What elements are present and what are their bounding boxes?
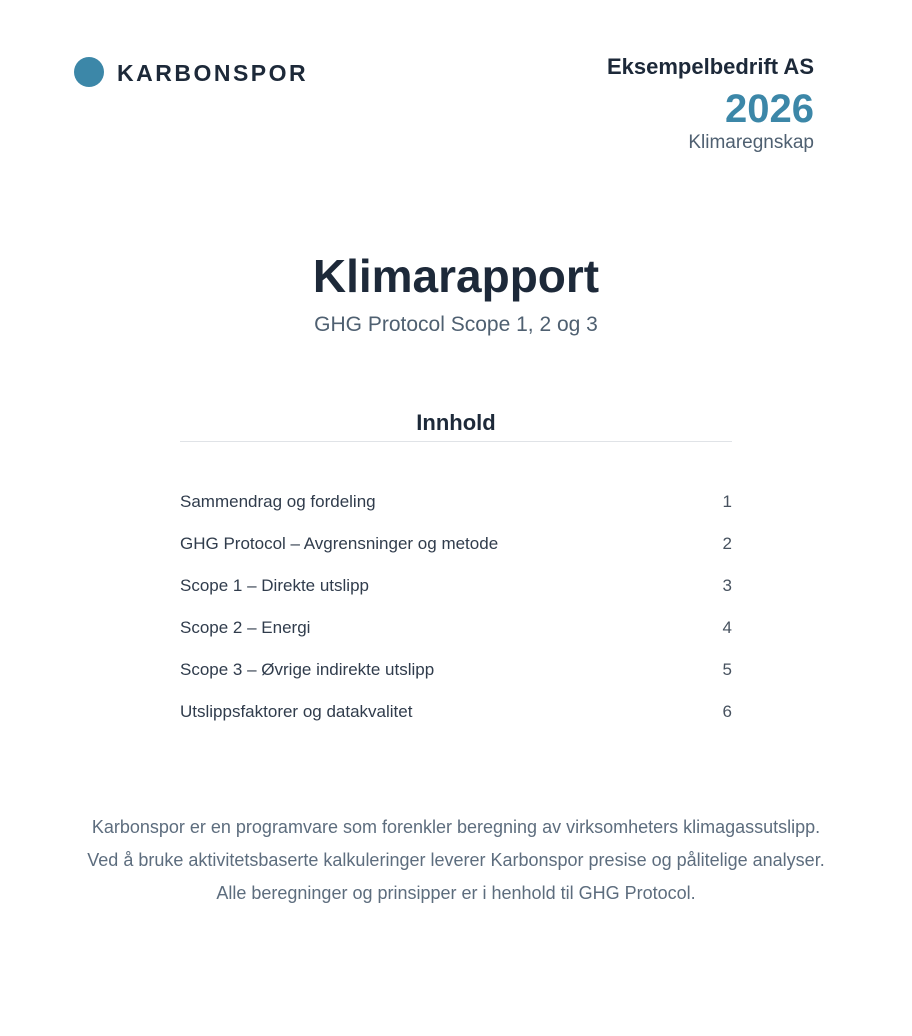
toc-entry[interactable] xyxy=(180,649,732,691)
brand-name: KARBONSPOR xyxy=(117,59,309,86)
toc-entry-page-number: 1 xyxy=(722,492,732,511)
about-note-line: Alle beregninger og prinsipper er i henhold til GHG Protocol. xyxy=(216,883,696,903)
toc-entry-page-number: 2 xyxy=(722,534,732,553)
about-note xyxy=(0,811,912,910)
toc-entry-page-number: 5 xyxy=(722,660,732,679)
about-note-line: Ved å bruke aktivitetsbaserte kalkuleringer leverer Karbonspor presise og pålitelige analyser. xyxy=(87,850,825,870)
toc-entry-label: Scope 1 – Direkte utslipp xyxy=(180,576,369,595)
toc-entry-page-number: 3 xyxy=(722,576,732,595)
toc-entry[interactable] xyxy=(180,607,732,649)
logo-circle-icon xyxy=(74,57,104,87)
toc-entry-page-number: 4 xyxy=(722,618,732,637)
toc-list xyxy=(180,481,732,733)
toc-entry-label: Scope 3 – Øvrige indirekte utslipp xyxy=(180,660,435,679)
toc-entry-label: Scope 2 – Energi xyxy=(180,618,311,637)
report-type-label: Klimaregnskap xyxy=(688,132,814,154)
page-title: Klimarapport xyxy=(312,250,600,302)
brand-logo xyxy=(74,57,308,87)
toc-heading: Innhold xyxy=(416,410,496,435)
toc-entry[interactable] xyxy=(180,523,732,565)
toc-entry[interactable] xyxy=(180,691,732,733)
toc-divider xyxy=(180,441,732,442)
toc-entry[interactable] xyxy=(180,565,732,607)
toc-entry-page-number: 6 xyxy=(722,702,732,721)
about-note-line: Karbonspor er en programvare som forenkler beregning av virksomheters klimagassutslipp. xyxy=(91,817,821,837)
report-meta xyxy=(607,54,814,154)
toc-entry[interactable] xyxy=(180,481,732,523)
table-of-contents xyxy=(180,410,732,733)
report-year: 2026 xyxy=(725,87,814,132)
page-subtitle: GHG Protocol Scope 1, 2 og 3 xyxy=(314,313,598,336)
toc-entry-label: Sammendrag og fordeling xyxy=(180,492,376,511)
toc-entry-label: Utslippsfaktorer og datakvalitet xyxy=(180,702,413,721)
toc-entry-label: GHG Protocol – Avgrensninger og metode xyxy=(180,534,499,553)
company-name: Eksempelbedrift AS xyxy=(606,54,814,79)
